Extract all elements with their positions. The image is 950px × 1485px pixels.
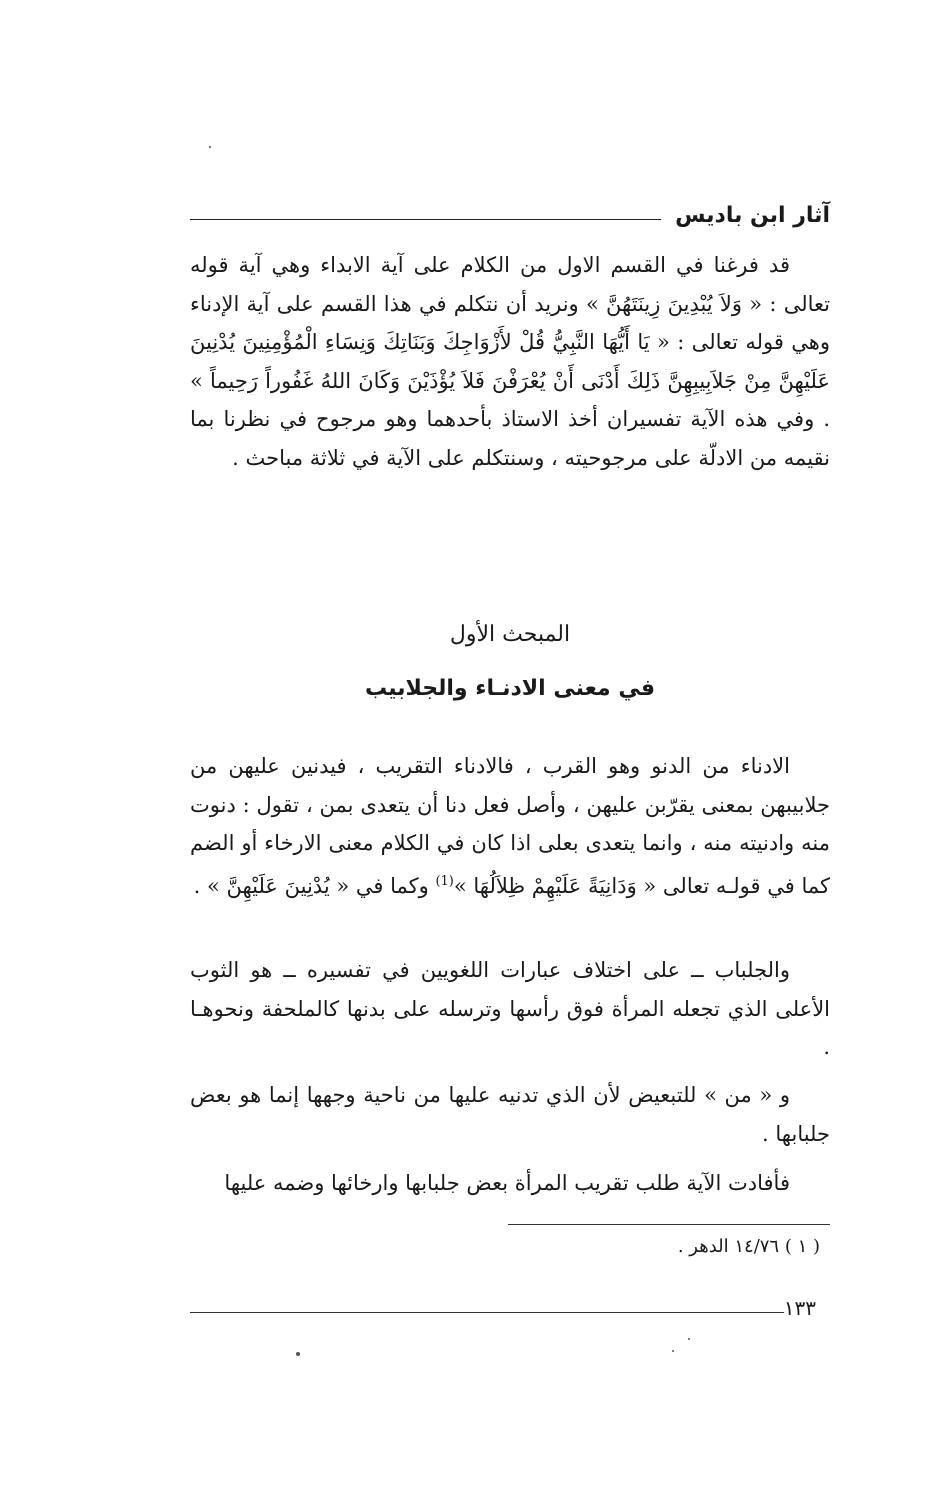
page-number: ١٣٣ <box>783 1296 816 1320</box>
section-subtitle: في معنى الادنـاء والجلابيب <box>365 676 655 701</box>
footnote-reference: (1) <box>435 873 454 889</box>
footnote: ( ١ ) ١٤/٧٦ الدهر . <box>677 1236 820 1257</box>
scan-speck <box>672 1350 674 1352</box>
running-header <box>190 188 830 228</box>
book-title: آثار ابن باديس <box>675 203 830 228</box>
scan-speck <box>688 1338 690 1340</box>
footer-rule <box>190 1312 784 1313</box>
scan-speck <box>296 1352 300 1356</box>
paragraph-dunuw-text: الادناء من الدنو وهو القرب ، فالادناء التقريب ، فيدنين عليهن من جلابيبهن بمعنى يقرّبن عليهن ، وأصل فعل دنا أن يتعدى بمن ، تقول : دنوت منه وادنيته منه ، وانما يتعدى بعلى اذا كان في الكلام معنى الارخاء أو الضم كما في قولـه تعالى « وَدَانِيَةً عَلَيْهِمْ ظِلاَلُهَا » <box>190 754 831 898</box>
section-heading: المبحث الأول <box>449 622 571 647</box>
paragraph-afadat: فأفادت الآية طلب تقريب المرأة بعض جلبابها وارخائها وضمه عليها <box>224 1171 790 1195</box>
scan-speck <box>209 146 211 148</box>
page-footer <box>190 1290 830 1320</box>
intro-paragraph: قد فرغنا في القسم الاول من الكلام على آية الابداء وهي آية قوله تعالى : « وَلاَ يُبْدِينَ زِينَتَهُنَّ » ونريد أن نتكلم في هذا القسم على آية الإدناء وهي قوله تعالى : « يَا أَيُّهَا النَّبِيُّ قُلْ لأَزْوَاجِكَ وَبَنَاتِكَ وَنِسَاءِ الْمُؤْمِنِينَ يُدْنِينَ عَلَيْهِنَّ مِنْ جَلاَبِيبِهِنَّ ذَلِكَ أَدْنَى أَنْ يُعْرَفْنَ فَلاَ يُؤْذَيْنَ وَكَانَ اللهُ غَفُوراً رَحِيماً » . وفي هذه الآية تفسيران أخذ الاستاذ بأحدهما وهو مرجوح في نظرنا بما نقيمه من الادلّة على مرجوحيته ، وسنتكلم على الآية في ثلاثة مباحث . <box>190 253 830 470</box>
footnote-rule <box>508 1224 830 1225</box>
paragraph-min: و « من » للتبعيض لأن الذي تدنيه عليها من ناحية وجهها إنما هو بعض جلبابها . <box>190 1083 830 1146</box>
paragraph-jilbab: والجلباب ــ على اختلاف عبارات اللغويين في تفسيره ــ هو الثوب الأعلى الذي تجعله المرأة فوق رأسها وترسله على بدنها كالملحفة ونحوهـا . <box>190 958 830 1059</box>
header-rule <box>190 219 661 220</box>
paragraph-dunuw-tail: وكما في « يُدْنِينَ عَلَيْهِنَّ » . <box>193 873 436 898</box>
paragraph-dunuw <box>190 747 830 905</box>
